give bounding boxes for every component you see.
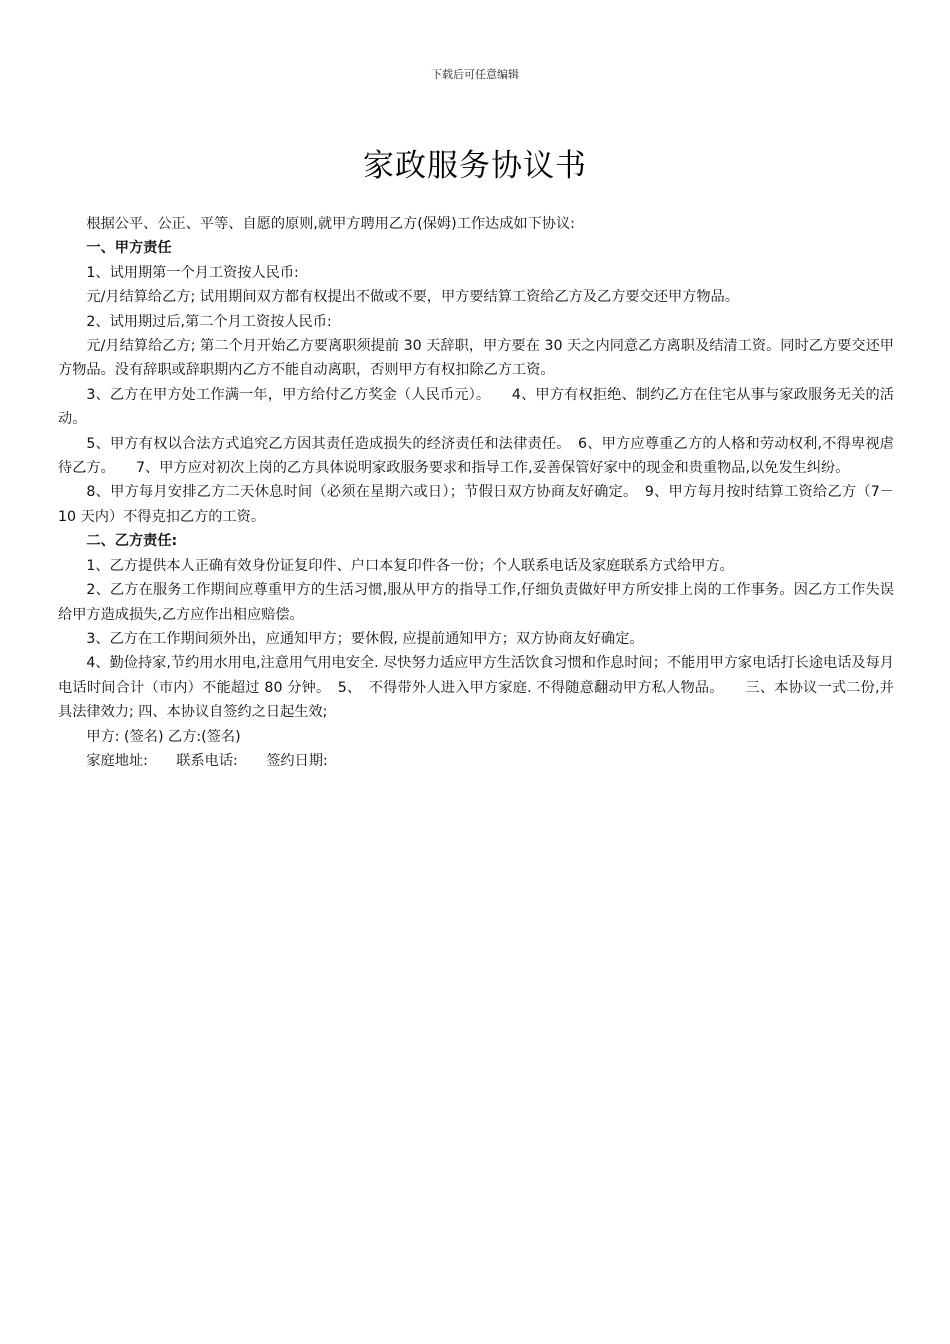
signature-line: 甲方: (签名) 乙方:(签名) <box>86 728 241 745</box>
clause-b3: 3、乙方在工作期间须外出，应通知甲方；要休假, 应提前通知甲方；双方协商友好确定。 <box>86 630 644 647</box>
clause-a8-a9: 8、甲方每月安排乙方二天休息时间（必须在星期六或日）；节假日双方协商友好确定。 9、甲方每月按时结算工资给乙方（7－10 天内）不得克扣乙方的工资。 <box>58 484 894 525</box>
clause-a2-detail: 元/月结算给乙方; 第二个月开始乙方要离职须提前 30 天辞职，甲方要在 30 天之内同意乙方离职及结清工资。同时乙方要交还甲方物品。没有辞职或辞职期内乙方不能自动离职，否则甲方有权扣除乙方工资。 <box>58 338 894 379</box>
page-header: 下载后可任意编辑 <box>431 68 519 81</box>
contact-line: 家庭地址: 联系电话: 签约日期: <box>86 752 328 769</box>
clause-a5-a7: 5、甲方有权以合法方式追究乙方因其责任造成损失的经济责任和法律责任。 6、甲方应尊重乙方的人格和劳动权利,不得卑视虐待乙方。 7、甲方应对初次上岗的乙方具体说明家政服务要求和指导工作,妥善保管好家中的现金和贵重物品,以免发生纠纷。 <box>58 435 894 477</box>
clause-b4-b5: 4、勤俭持家,节约用水用电,注意用气用电安全. 尽快努力适应甲方生活饮食习惯和作息时间；不能用甲方家电话打长途电话及每月电话时间合计（市内）不能超过 80 分钟。 5、 不得带外人进入甲方家庭. 不得随意翻动甲方私人物品。 三、本协议一式二份,并具法律效力; 四、本协议自签约之日起生效; <box>58 655 894 721</box>
clause-a3-a4: 3、乙方在甲方处工作满一年，甲方给付乙方奖金（人民币元）。 4、甲方有权拒绝、制约乙方在住宅从事与家政服务无关的活动。 <box>58 386 894 428</box>
section-heading-party-a: 一、甲方责任 <box>86 240 172 257</box>
section-heading-party-b: 二、乙方责任: <box>86 533 178 550</box>
clause-a1: 1、试用期第一个月工资按人民币: <box>86 264 299 281</box>
clause-a2: 2、试用期过后,第二个月工资按人民币: <box>86 313 332 330</box>
clause-b2: 2、乙方在服务工作期间应尊重甲方的生活习惯,服从甲方的指导工作,仔细负责做好甲方所安排上岗的工作事务。因乙方工作失误给甲方造成损失,乙方应作出相应赔偿。 <box>58 582 894 623</box>
clause-b1: 1、乙方提供本人正确有效身份证复印件、户口本复印件各一份；个人联系电话及家庭联系方式给甲方。 <box>86 557 734 574</box>
document-title: 家政服务协议书 <box>363 148 587 184</box>
clause-a1-detail: 元/月结算给乙方; 试用期间双方都有权提出不做或不要，甲方要结算工资给乙方及乙方要交还甲方物品。 <box>86 289 739 306</box>
document-body <box>58 212 894 773</box>
intro-paragraph: 根据公平、公正、平等、自愿的原则,就甲方聘用乙方(保姆)工作达成如下协议: <box>86 216 575 232</box>
